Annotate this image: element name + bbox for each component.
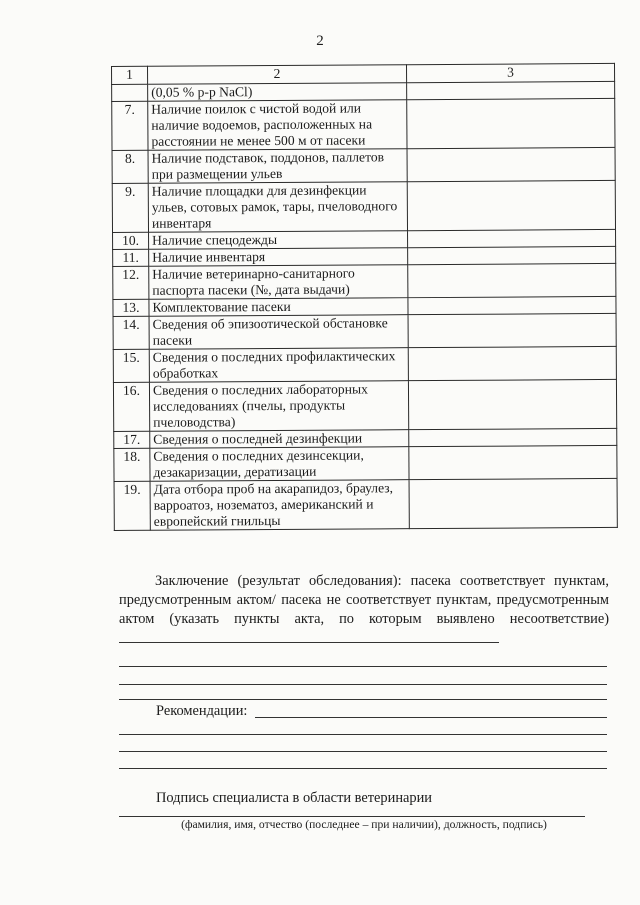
table-row	[112, 147, 615, 183]
row-number: 7.	[112, 101, 148, 150]
row-text: Сведения о последних лабораторных исследованиях (пчелы, продукты пчеловодства)	[149, 381, 408, 432]
inspection-table	[111, 63, 618, 531]
row-value[interactable]	[408, 346, 616, 380]
conclusion-block	[119, 572, 609, 649]
row-number: 8.	[112, 150, 148, 183]
recommendations-fill-line-4[interactable]	[119, 768, 607, 769]
row-number: 10.	[113, 232, 149, 249]
signature-label: Подпись специалиста в области ветеринарии	[156, 790, 433, 806]
recommendations-label: Рекомендации:	[156, 703, 248, 719]
recommendations-fill-line-2[interactable]	[119, 734, 607, 735]
recommendations-fill-line-1[interactable]	[255, 717, 607, 718]
row-text: Сведения о последней дезинфекции	[150, 430, 409, 449]
row-text: (0,05 % р-р NaCl)	[148, 83, 407, 102]
table-row	[113, 263, 616, 299]
row-value[interactable]	[409, 478, 617, 528]
row-text: Наличие спецодежды	[149, 231, 408, 250]
row-text: Сведения о последних профилактических обработках	[149, 348, 408, 383]
row-text: Сведения о последних дезинсекции, дезакаризации, дератизации	[150, 447, 409, 482]
table-row	[113, 379, 616, 431]
conclusion-text: Заключение (результат обследования): пасека соответствует пунктам, предусмотренным актом/ пасека не соответствует пунктам, предусмотренным актом (указать пункты акта, по которым выявлено несоответствие)	[119, 573, 609, 627]
row-number	[112, 84, 148, 101]
row-value[interactable]	[409, 428, 617, 446]
page-number: 2	[316, 33, 324, 49]
row-text: Дата отбора проб на акарапидоз, браулез, варроатоз, нозематоз, американский и европейский гнильцы	[150, 480, 409, 531]
row-text: Наличие ветеринарно-санитарного паспорта пасеки (№, дата выдачи)	[149, 265, 408, 300]
signature-note: (фамилия, имя, отчество (последнее – при наличии), должность, подпись)	[181, 818, 547, 831]
row-text: Наличие подставок, поддонов, паллетов при размещении ульев	[148, 149, 407, 184]
conclusion-fill-line[interactable]	[119, 629, 499, 643]
recommendations-fill-line-3[interactable]	[119, 751, 607, 752]
row-number: 19.	[114, 481, 150, 530]
row-value[interactable]	[409, 445, 617, 479]
conclusion-fill-line-2[interactable]	[119, 666, 607, 667]
row-text: Наличие площадки для дезинфекции ульев, сотовых рамок, тары, пчеловодного инвентаря	[148, 182, 407, 233]
table-row	[112, 98, 615, 150]
row-value[interactable]	[407, 180, 615, 230]
signature-line[interactable]	[119, 816, 585, 817]
row-number: 9.	[112, 183, 148, 232]
row-text: Наличие поилок с чистой водой или наличие водоемов, расположенных на расстоянии не менее 500 м от пасеки	[148, 100, 407, 151]
row-value[interactable]	[408, 229, 616, 247]
row-value[interactable]	[408, 263, 616, 297]
row-number: 18.	[114, 448, 150, 481]
conclusion-fill-line-3[interactable]	[119, 684, 607, 685]
header-col-2: 2	[148, 65, 407, 85]
table-row	[113, 346, 616, 382]
row-value[interactable]	[407, 98, 615, 148]
table-row	[114, 478, 617, 530]
row-text: Комплектование пасеки	[149, 298, 408, 317]
row-number: 13.	[113, 299, 149, 316]
row-value[interactable]	[408, 313, 616, 347]
row-number: 12.	[113, 266, 149, 299]
row-number: 15.	[113, 349, 149, 382]
row-number: 11.	[113, 249, 149, 266]
header-col-1: 1	[112, 66, 148, 84]
row-text: Сведения об эпизоотической обстановке пасеки	[149, 315, 408, 350]
row-text: Наличие инвентаря	[149, 248, 408, 267]
conclusion-fill-line-4[interactable]	[119, 699, 607, 700]
row-value[interactable]	[407, 81, 615, 99]
header-col-3: 3	[406, 63, 614, 82]
table-row	[113, 313, 616, 349]
row-number: 14.	[113, 316, 149, 349]
row-value[interactable]	[407, 147, 615, 181]
row-number: 17.	[114, 431, 150, 448]
table-row	[114, 445, 617, 481]
row-number: 16.	[113, 382, 149, 431]
row-value[interactable]	[408, 379, 616, 429]
row-value[interactable]	[408, 296, 616, 314]
row-value[interactable]	[408, 246, 616, 264]
table-row	[112, 180, 615, 232]
